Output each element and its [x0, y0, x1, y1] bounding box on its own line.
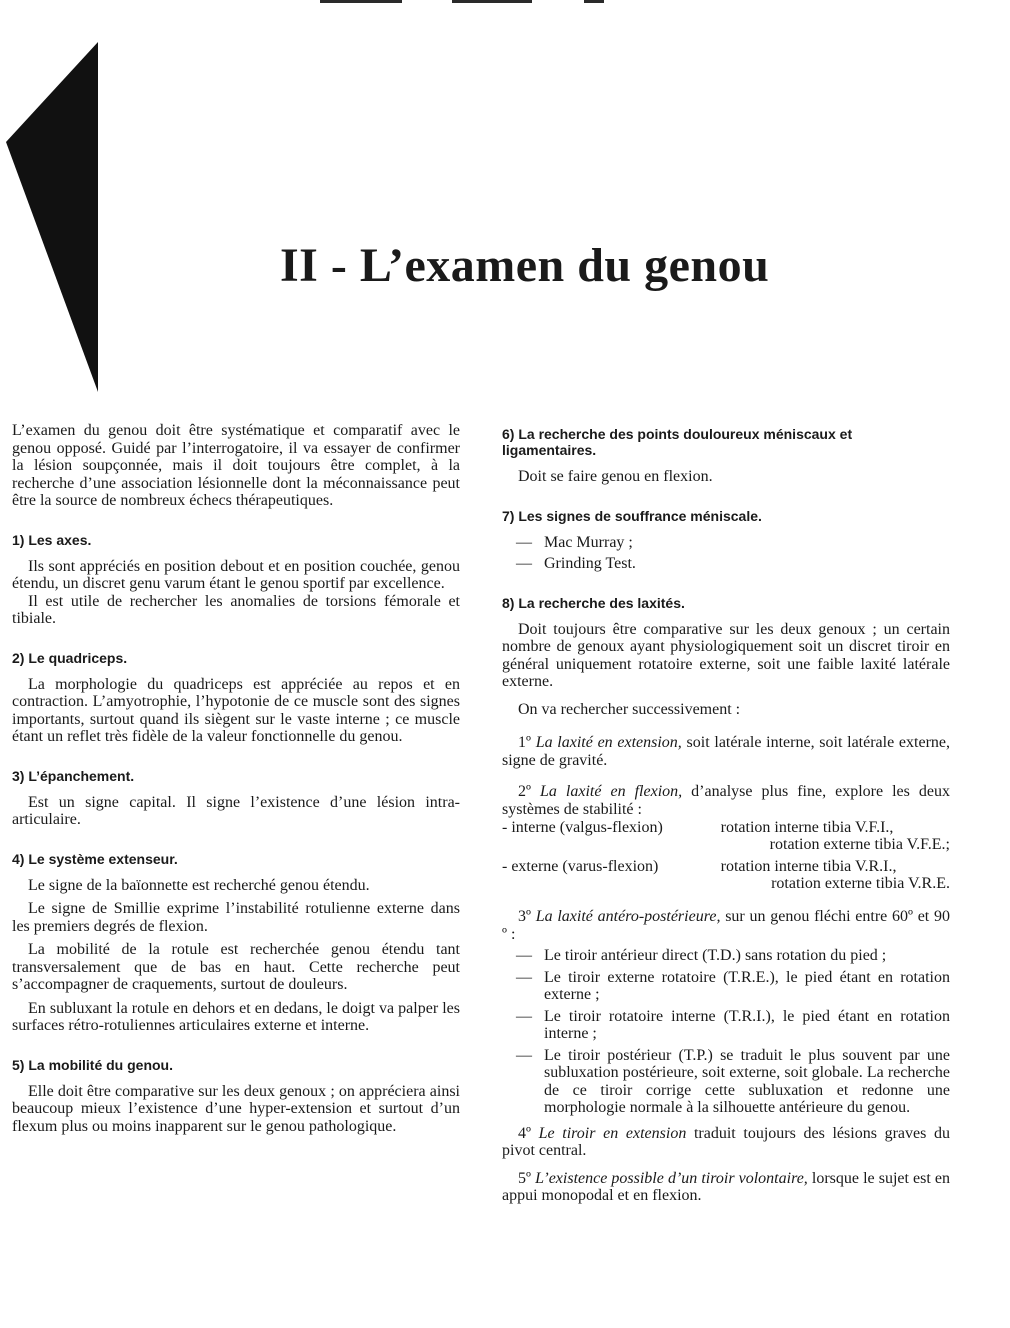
paragraph: La mobilité de la rotule est recherchée genou étendu tant transversalement que de bas en haut. Cette recherche peut s’accompagner de craquements, surtout de douleurs.: [12, 941, 460, 993]
item-text: lorsque le sujet est en appui monopodal et en flexion.: [502, 1169, 950, 1204]
test-list: [516, 534, 950, 573]
left-column: [12, 422, 460, 1135]
list-item: — Mac Murray ;: [516, 534, 950, 552]
rotation-label-externe: - externe (varus-flexion): [502, 858, 659, 875]
item-number: 5º: [518, 1169, 531, 1187]
item-number: 1º: [518, 734, 531, 751]
item-title: Le tiroir en extension: [538, 1124, 687, 1142]
rotation-value: rotation externe tibia V.F.E.;: [769, 835, 950, 853]
paragraph: Ils sont appréciés en position debout et en position couchée, genou étendu, un discret genu varum étant le genou sportif par excellence.: [12, 557, 460, 592]
rotation-label-interne: - interne (valgus-flexion): [502, 819, 663, 836]
paragraph: Il est utile de rechercher les anomalies de torsions fémorale et tibiale.: [12, 592, 460, 627]
paragraph: Doit toujours être comparative sur les deux genoux ; un certain nombre de genoux ayant physiologiquement soit un discret tiroir en général uniquement rotatoire externe, soit une faible laxité latérale externe.: [502, 620, 950, 690]
section-heading-mobilite: 5) La mobilité du genou.: [12, 1056, 173, 1073]
laxity-item-2: [502, 783, 950, 818]
laxity-item-5: [502, 1170, 950, 1205]
paragraph: Le signe de Smillie exprime l’instabilité rotulienne externe dans les premiers degrés de flexion.: [12, 900, 460, 935]
section-heading-laxites: 8) La recherche des laxités.: [502, 594, 685, 611]
item-title: La laxité en flexion,: [540, 783, 683, 800]
section-heading-points-douloureux: 6) La recherche des points douloureux méniscaux et ligamentaires.: [502, 426, 853, 458]
rotation-value: rotation interne tibia V.R.I.,: [720, 858, 897, 875]
item-title: La laxité antéro-postérieure,: [535, 908, 721, 925]
chapter-wedge-ornament: [0, 40, 110, 400]
right-column: [502, 422, 950, 1205]
paragraph: Le signe de la baïonnette est recherché genou étendu.: [28, 876, 370, 894]
paragraph: Doit se faire genou en flexion.: [518, 468, 713, 485]
chapter-title: II - L’examen du genou: [280, 239, 770, 292]
list-item: — Grinding Test.: [516, 555, 950, 573]
laxity-item-1: [502, 734, 950, 769]
item-number: 4º: [518, 1124, 531, 1142]
item-number: 3º: [518, 908, 531, 925]
tiroir-list: [516, 947, 950, 1117]
section-heading-souffrance-meniscale: 7) Les signes de souffrance méniscale.: [502, 507, 762, 524]
section-heading-systeme-extenseur: 4) Le système extenseur.: [12, 850, 178, 867]
section-heading-epanchement: 3) L’épanchement.: [12, 767, 135, 784]
item-text: sur un genou fléchi entre 60º et 90 º :: [502, 908, 951, 943]
item-title: La laxité en extension,: [535, 734, 682, 751]
list-item: — Le tiroir rotatoire interne (T.R.I.), le pied étant en rotation interne ;: [516, 1008, 950, 1043]
item-number: 2º: [518, 783, 531, 800]
item-title: L’existence possible d’un tiroir volontaire,: [535, 1169, 808, 1187]
paragraph: On va rechercher successivement :: [518, 700, 741, 718]
rotation-value: rotation interne tibia V.F.I.,: [720, 819, 894, 836]
list-item: — Le tiroir postérieur (T.P.) se traduit le plus souvent par une subluxation postérieure, soit externe, soit globale. La recherche de ce tiroir corrige cette subluxation et redonne une morphologie normale à la silhouette antérieure du genou.: [516, 1047, 950, 1117]
laxity-item-4: [502, 1125, 950, 1160]
header-rules: [0, 0, 1010, 6]
rotation-table: [502, 820, 950, 892]
paragraph: En subluxant la rotule en dehors et en dedans, le doigt va palper les surfaces rétro-rotuliennes articulaires externe et interne.: [12, 999, 460, 1034]
list-item: — Le tiroir antérieur direct (T.D.) sans rotation du pied ;: [516, 947, 950, 965]
paragraph: Est un signe capital. Il signe l’existence d’une lésion intra-articulaire.: [12, 793, 460, 828]
rotation-value: rotation externe tibia V.R.E.: [771, 874, 950, 892]
paragraph: Elle doit être comparative sur les deux genoux ; on appréciera ainsi beaucoup mieux l’existence d’une hyper-extension et surtout d’un flexum plus ou moins inapparent sur le genou pathologique.: [12, 1082, 460, 1135]
item-text: soit latérale interne, soit latérale externe, signe de gravité.: [502, 734, 950, 769]
section-heading-axes: 1) Les axes.: [12, 531, 92, 548]
intro-paragraph: L’examen du genou doit être systématique et comparatif avec le genou opposé. Guidé par l’interrogatoire, il va essayer de confirmer la lésion soupçonnée, mais il doit toujours être complet, à la recherche d’une association lésionnelle dont la méconnaissance peut être la source de nombreux échecs thérapeutiques.: [12, 422, 460, 509]
section-heading-quadriceps: 2) Le quadriceps.: [12, 649, 128, 666]
laxity-item-3: [502, 908, 950, 943]
list-item: — Le tiroir externe rotatoire (T.R.E.), le pied étant en rotation externe ;: [516, 969, 950, 1004]
paragraph: La morphologie du quadriceps est appréciée au repos et en contraction. L’amyotrophie, l’hypotonie de ce muscle sont des signes importants, surtout quand ils siègent sur le vaste interne ; ce muscle étant un reflet très fidèle de la valeur fonctionnelle du genou.: [12, 675, 460, 745]
item-text: traduit toujours des lésions graves du pivot central.: [502, 1124, 950, 1159]
item-text: d’analyse plus fine, explore les deux systèmes de stabilité :: [502, 783, 951, 818]
